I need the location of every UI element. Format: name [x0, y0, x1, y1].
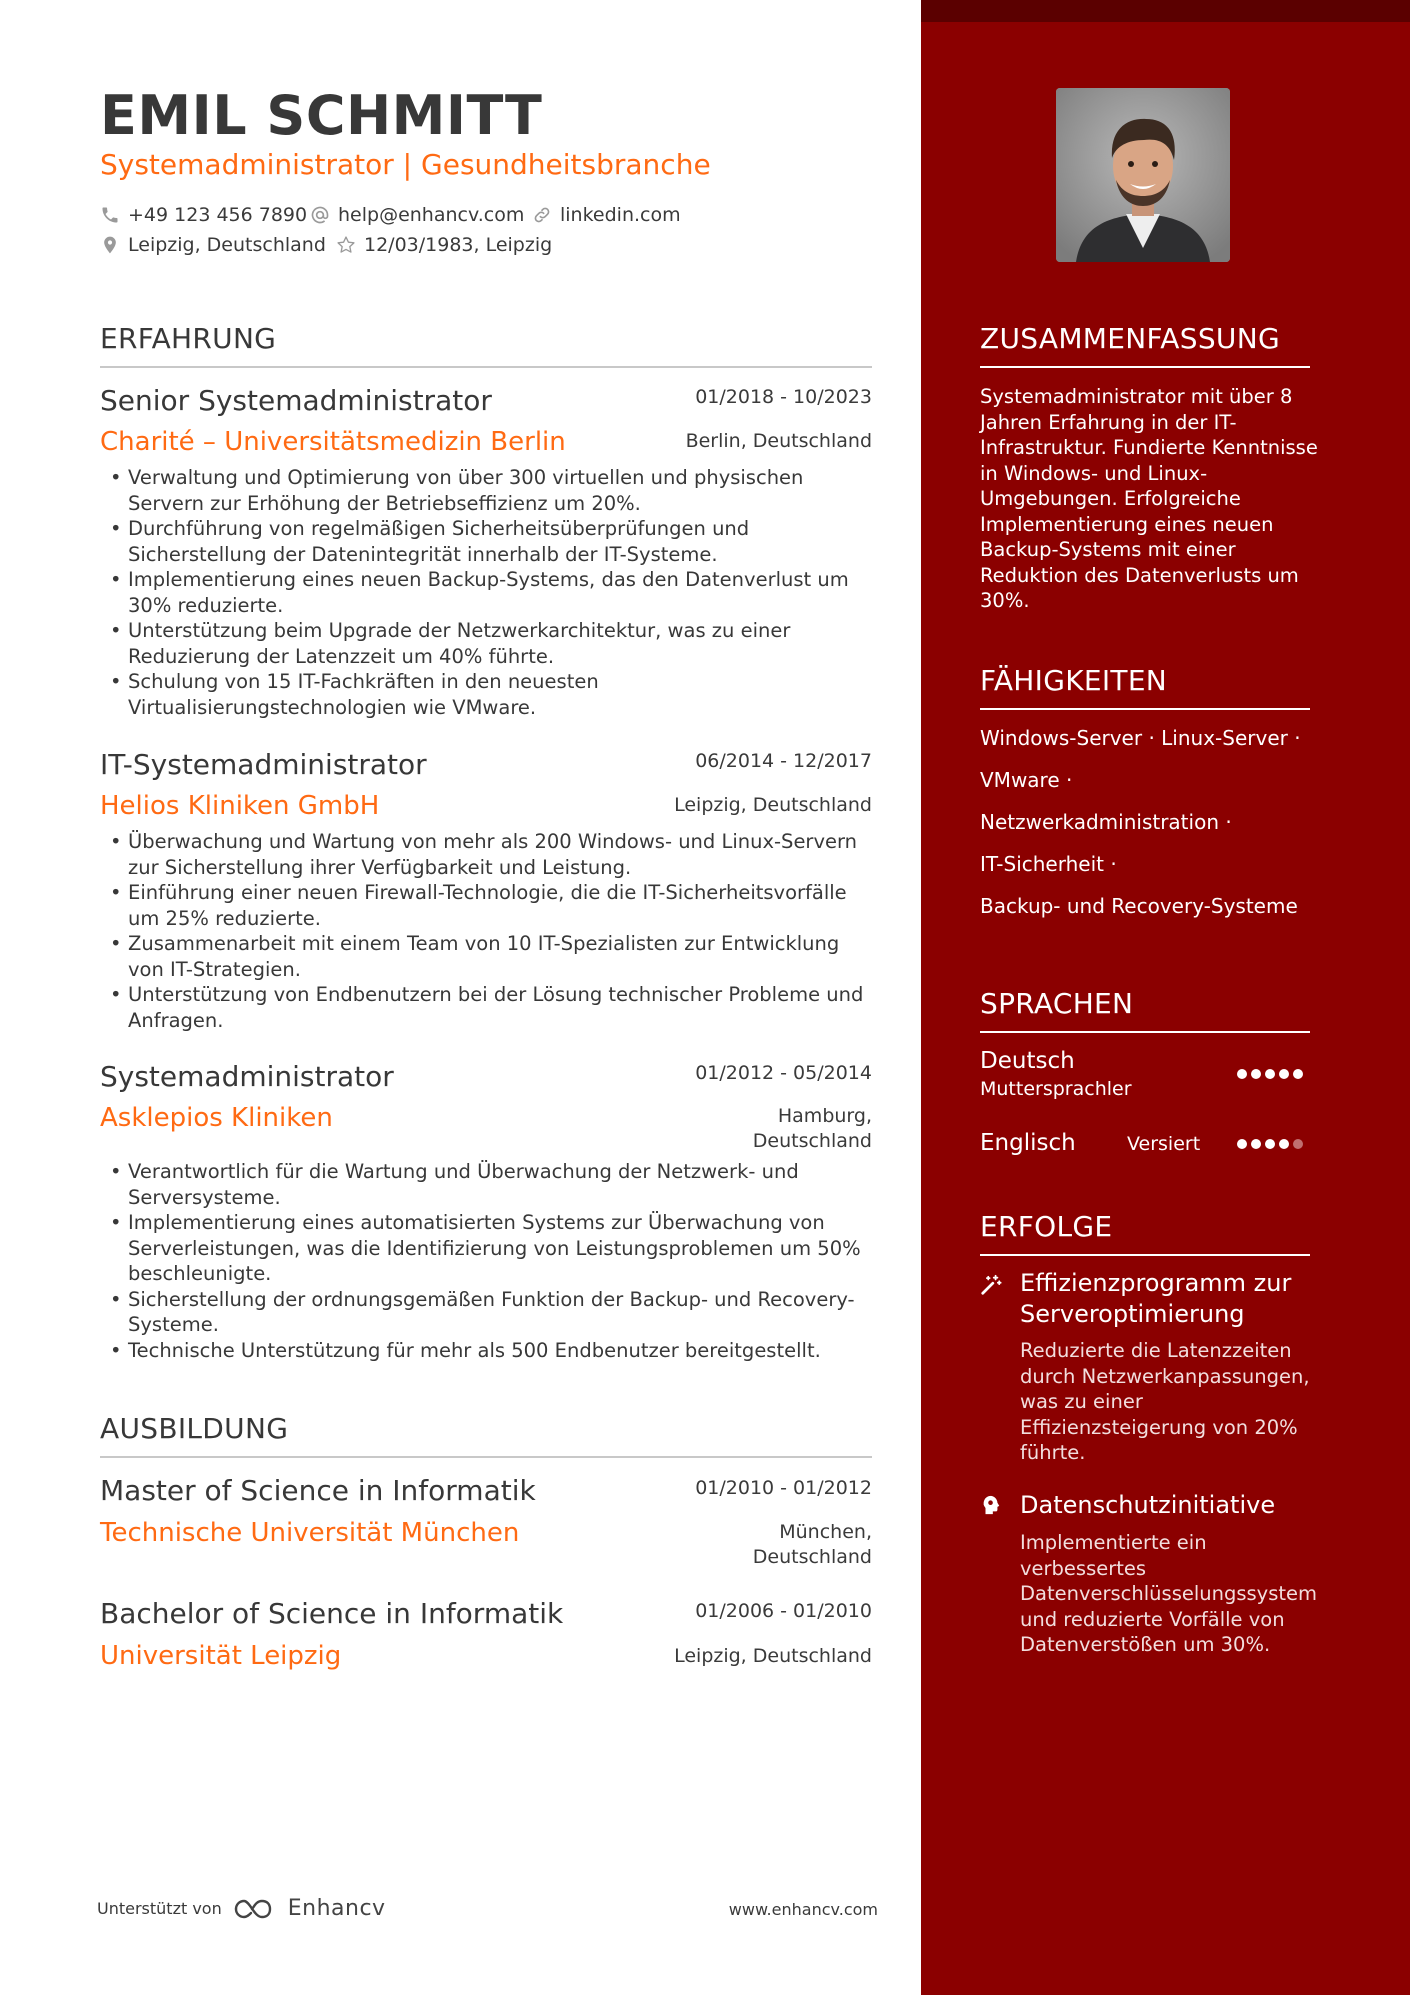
rating-dot-empty	[1293, 1139, 1303, 1149]
education-heading: AUSBILDUNG	[100, 1412, 872, 1458]
profile-photo	[1056, 88, 1230, 262]
job-role: Systemadministrator	[100, 1060, 394, 1093]
birth-text: 12/03/1983, Leipzig	[364, 234, 553, 256]
bullet-item: • Verwaltung und Optimierung von über 300 virtuellen und physischen Servern zur Erhöhung der Betriebseffizienz um 20%.	[100, 465, 880, 516]
contact-location	[100, 234, 326, 256]
rating-dot-filled	[1251, 1069, 1261, 1079]
summary-text: Systemadministrator mit über 8 Jahren Erfahrung in der IT-Infrastruktur. Fundierte Kenntnisse in Windows- und Linux-Umgebungen. Erfolgreiche Implementierung eines neuen Backup-Systems mit einer Reduktion des Datenverlusts um 30%.	[980, 385, 1318, 612]
phone-icon	[100, 205, 120, 225]
skill-line: IT-Sicherheit ·	[980, 852, 1117, 876]
job-dates: 01/2018 - 10/2023	[695, 386, 872, 408]
achievement-desc: Reduzierte die Latenzzeiten durch Netzwerkanpassungen, was zu einer Effizienzsteigerung von 20% führte.	[1020, 1339, 1310, 1464]
head-icon	[980, 1494, 1002, 1516]
bullet-item: • Sicherstellung der ordnungsgemäßen Funktion der Backup- und Recovery-Systeme.	[100, 1287, 880, 1338]
language-name: Englisch	[980, 1130, 1076, 1156]
bullet-item: • Unterstützung beim Upgrade der Netzwerkarchitektur, was zu einer Reduzierung der Latenzzeit um 40% führte.	[100, 618, 880, 669]
rating-dot-filled	[1237, 1139, 1247, 1149]
candidate-title: Systemadministrator | Gesundheitsbranche	[100, 148, 711, 181]
job-bullets	[100, 829, 880, 1033]
email-text: help@enhancv.com	[338, 204, 525, 226]
location-pin-icon	[100, 235, 120, 255]
education-degree: Bachelor of Science in Informatik	[100, 1597, 564, 1630]
rating-dot-filled	[1251, 1139, 1261, 1149]
skill-line: Netzwerkadministration ·	[980, 810, 1232, 834]
link-icon	[532, 205, 552, 225]
avatar	[1056, 88, 1230, 262]
bullet-item: • Unterstützung von Endbenutzern bei der Lösung technischer Probleme und Anfragen.	[100, 982, 880, 1033]
education-school: Universität Leipzig	[100, 1641, 342, 1671]
job-company: Helios Kliniken GmbH	[100, 791, 380, 821]
rating-dot-filled	[1279, 1139, 1289, 1149]
job-location	[753, 1104, 872, 1154]
education-location-line: München,	[779, 1521, 872, 1543]
job-dates: 01/2012 - 05/2014	[695, 1062, 872, 1084]
rating-dot-filled	[1237, 1069, 1247, 1079]
job-company: Charité – Universitätsmedizin Berlin	[100, 427, 566, 457]
sidebar-top-bar	[921, 0, 1410, 22]
location-text: Leipzig, Deutschland	[128, 234, 326, 256]
footer-url[interactable]: www.enhancv.com	[728, 1900, 878, 1919]
skill-line: Windows-Server · Linux-Server ·	[980, 726, 1301, 750]
language-rating	[1237, 1139, 1303, 1149]
contact-linkedin[interactable]	[532, 204, 681, 226]
education-location: Leipzig, Deutschland	[674, 1645, 872, 1667]
enhancv-logo-icon	[232, 1897, 278, 1921]
contact-email[interactable]	[310, 204, 524, 226]
linkedin-text: linkedin.com	[560, 204, 681, 226]
bullet-item: • Zusammenarbeit mit einem Team von 10 IT-Spezialisten zur Entwicklung von IT-Strategien.	[100, 931, 880, 982]
bullet-item: • Technische Unterstützung für mehr als 500 Endbenutzer bereitgestellt.	[100, 1338, 880, 1364]
language-level: Muttersprachler	[980, 1078, 1132, 1100]
skill-line: Backup- und Recovery-Systeme	[980, 894, 1298, 918]
skill-line: VMware ·	[980, 768, 1073, 792]
job-role: IT-Systemadministrator	[100, 748, 427, 781]
skills-heading: FÄHIGKEITEN	[980, 664, 1310, 710]
education-degree: Master of Science in Informatik	[100, 1474, 536, 1507]
at-icon	[310, 205, 330, 225]
achievement-desc: Implementierte ein verbessertes Datenverschlüsselungssystem und reduzierte Vorfälle von Datenverstößen um 30%.	[1020, 1531, 1318, 1656]
job-location-line: Hamburg,	[777, 1105, 872, 1127]
language-level: Versiert	[1127, 1133, 1201, 1155]
contact-birth	[336, 234, 552, 256]
rating-dot-filled	[1265, 1139, 1275, 1149]
achievement-title: Effizienzprogramm zur Serveroptimierung	[1020, 1269, 1292, 1328]
footer-brand: Enhancv	[287, 1896, 386, 1921]
summary-heading: ZUSAMMENFASSUNG	[980, 322, 1310, 368]
bullet-item: • Schulung von 15 IT-Fachkräften in den neuesten Virtualisierungstechnologien wie VMware.	[100, 669, 880, 720]
bullet-item: • Einführung einer neuen Firewall-Technologie, die die IT-Sicherheitsvorfälle um 25% reduzierte.	[100, 880, 880, 931]
education-dates: 01/2010 - 01/2012	[695, 1477, 872, 1499]
rating-dot-filled	[1279, 1069, 1289, 1079]
job-bullets	[100, 465, 880, 720]
wand-icon	[980, 1274, 1002, 1296]
job-company: Asklepios Kliniken	[100, 1103, 333, 1133]
job-bullets	[100, 1159, 880, 1363]
language-rating	[1237, 1069, 1303, 1079]
experience-heading: ERFAHRUNG	[100, 322, 872, 368]
achievements-heading: ERFOLGE	[980, 1210, 1310, 1256]
education-location-line: Deutschland	[752, 1546, 872, 1568]
bullet-item: • Überwachung und Wartung von mehr als 200 Windows- und Linux-Servern zur Sicherstellung ihrer Verfügbarkeit und Leistung.	[100, 829, 880, 880]
star-icon	[336, 235, 356, 255]
education-dates: 01/2006 - 01/2010	[695, 1600, 872, 1622]
job-location-line: Deutschland	[752, 1130, 872, 1152]
contact-phone[interactable]	[100, 204, 307, 226]
phone-text: +49 123 456 7890	[128, 204, 308, 226]
powered-by-text: Unterstützt von	[97, 1899, 222, 1918]
candidate-name: EMIL SCHMITT	[100, 84, 543, 147]
bullet-item: • Implementierung eines neuen Backup-Systems, das den Datenverlust um 30% reduzierte.	[100, 567, 880, 618]
bullet-item: • Durchführung von regelmäßigen Sicherheitsüberprüfungen und Sicherstellung der Datenintegrität innerhalb der IT-Systeme.	[100, 516, 880, 567]
education-location	[753, 1520, 872, 1570]
education-school: Technische Universität München	[100, 1518, 520, 1548]
language-name: Deutsch	[980, 1048, 1075, 1074]
job-role: Senior Systemadministrator	[100, 384, 492, 417]
languages-heading: SPRACHEN	[980, 987, 1310, 1033]
rating-dot-filled	[1265, 1069, 1275, 1079]
footer-powered-by	[97, 1896, 386, 1921]
achievement-title: Datenschutzinitiative	[1020, 1491, 1276, 1519]
bullet-item: • Implementierung eines automatisierten Systems zur Überwachung von Serverleistungen, was die Identifizierung von Leistungsproblemen um 50% beschleunigte.	[100, 1210, 880, 1287]
rating-dot-filled	[1293, 1069, 1303, 1079]
bullet-item: • Verantwortlich für die Wartung und Überwachung der Netzwerk- und Serversysteme.	[100, 1159, 880, 1210]
job-location: Berlin, Deutschland	[685, 430, 872, 452]
job-location: Leipzig, Deutschland	[674, 794, 872, 816]
job-dates: 06/2014 - 12/2017	[695, 750, 872, 772]
